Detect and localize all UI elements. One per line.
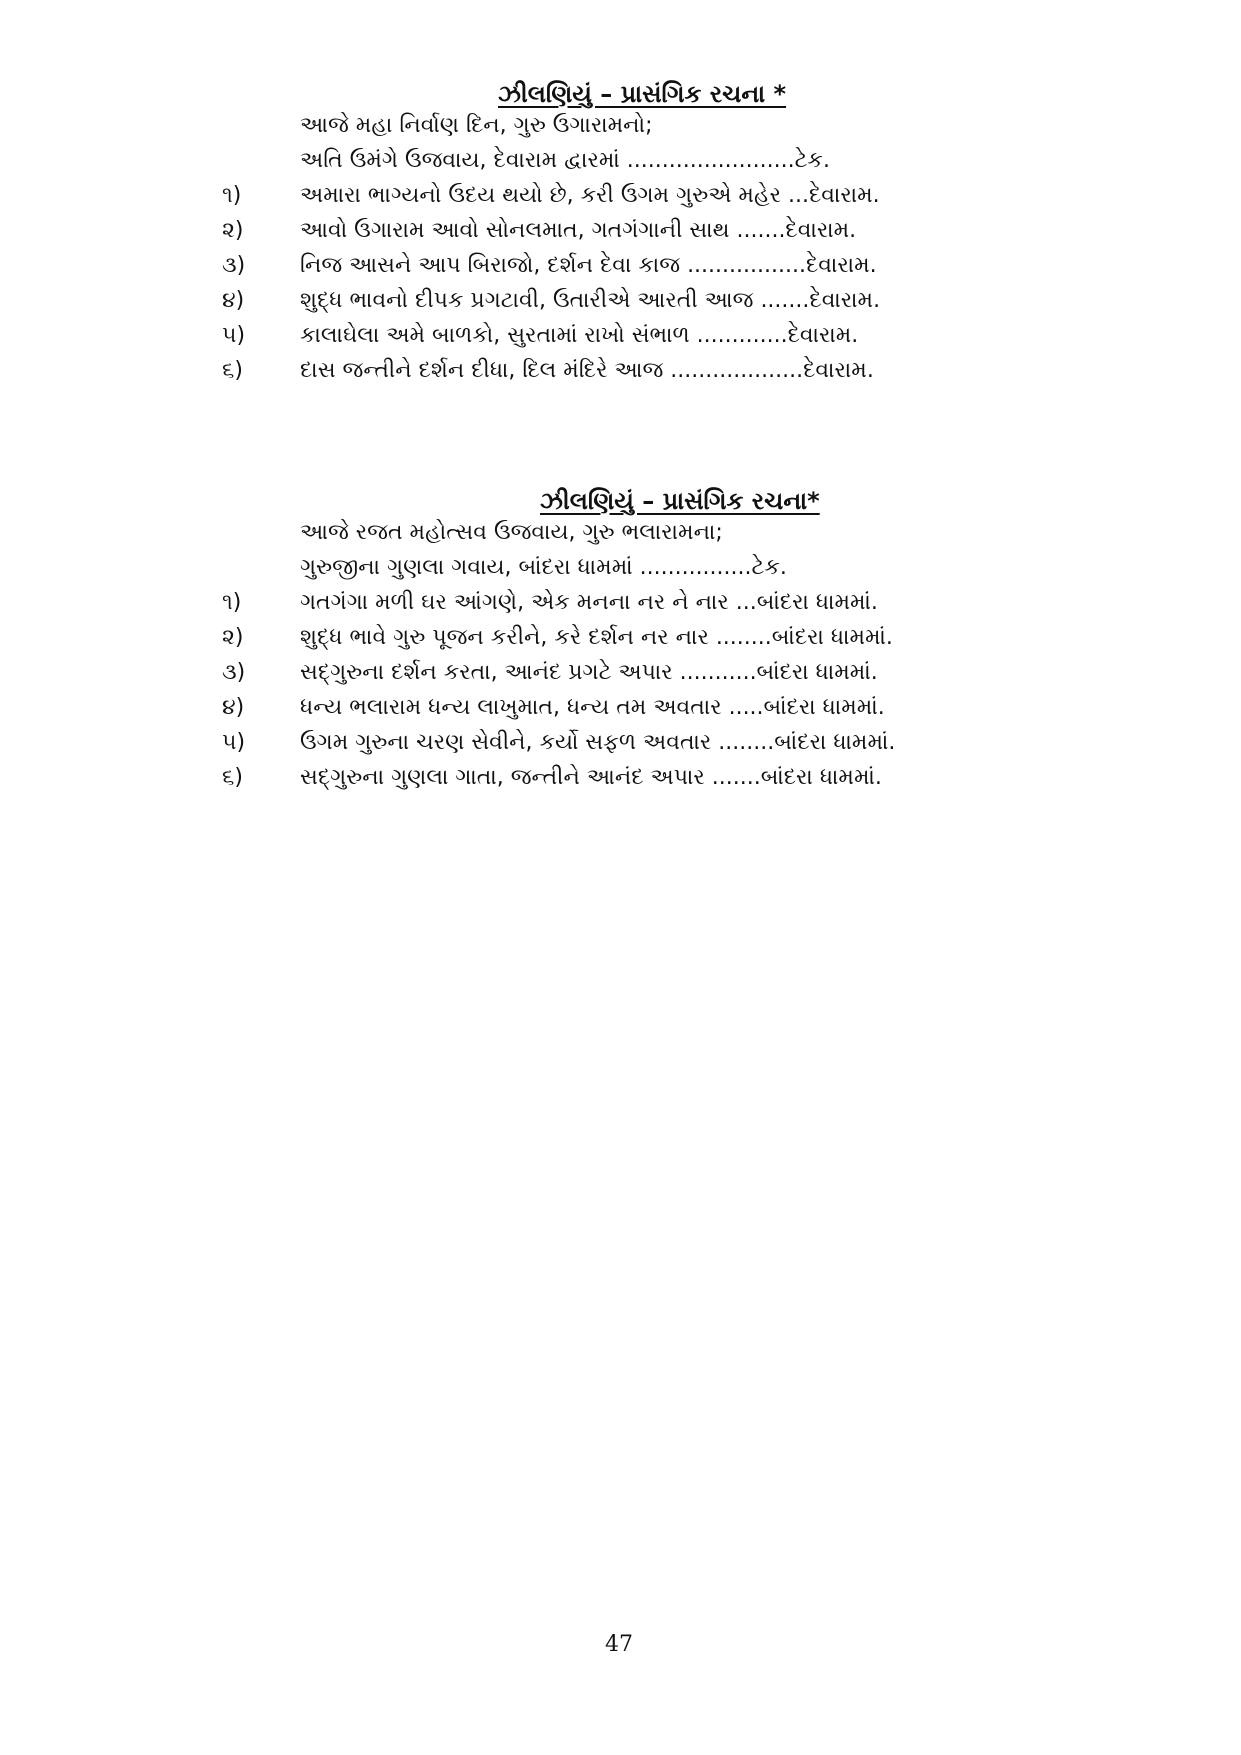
- section-1-refrain-line-2: અતિ ઉમંગે ઉજવાય, દેવારામ દ્વારમાં ........................ટેક.: [300, 148, 830, 173]
- section-1-verse-5-number: ૫): [222, 323, 246, 348]
- page-number: 47: [605, 1632, 633, 1657]
- section-1-verse-3-text: નિજ આસને આપ બિરાજો, દર્શન દેવા કાજ .................દેવારામ.: [300, 253, 877, 278]
- section-2-refrain-line-2: ગુરુજીના ગુણલા ગવાય, બાંદરા ધામમાં ................ટેક.: [300, 555, 787, 580]
- section-1-verse-4-number: ૪): [222, 288, 245, 313]
- section-2-refrain-line-1: આજે રજત મહોત્સવ ઉજવાય, ગુરુ ભલારામના;: [300, 520, 723, 545]
- section-1-verse-6-text: દાસ જન્તીને દર્શન દીધા, દિલ મંદિરે આજ ...................દેવારામ.: [300, 358, 874, 383]
- section-1-refrain-line-1: આજે મહા નિર્વાણ દિન, ગુરુ ઉગારામનો;: [300, 113, 653, 138]
- section-2-verse-1-number: ૧): [222, 590, 242, 615]
- section-1-verse-4-text: શુદ્ધ ભાવનો દીપક પ્રગટાવી, ઉતારીએ આરતી આજ .......દેવારામ.: [300, 288, 881, 313]
- section-2-verse-4-number: ૪): [222, 695, 245, 720]
- section-1-verse-3-number: ૩): [222, 253, 246, 278]
- section-2-verse-6-text: સદ્‌ગુરુના ગુણલા ગાતા, જન્તીને આનંદ અપાર .......બાંદરા ધામમાં.: [300, 765, 882, 790]
- section-1-title: ઝીલણિયું – પ્રાસંગિક રચના *: [498, 80, 787, 108]
- section-1-verse-5-text: કાલાઘેલા અમે બાળકો, સુરતામાં રાખો સંભાળ .............દેવારામ.: [300, 323, 859, 348]
- section-2-verse-3-text: સદ્‌ગુરુના દર્શન કરતા, આનંદ પ્રગટે અપાર ...........બાંદરા ધામમાં.: [300, 660, 878, 685]
- section-2-verse-4-text: ધન્ય ભલારામ ધન્ય લાખુમાત, ધન્ય તમ અવતાર .....બાંદરા ધામમાં.: [300, 695, 885, 720]
- section-2-verse-6-number: ૬): [222, 765, 243, 790]
- section-1-verse-2-number: ૨): [222, 218, 244, 243]
- section-2-verse-2-text: શુદ્ધ ભાવે ગુરુ પૂજન કરીને, કરે દર્શન નર નાર ........બાંદરા ધામમાં.: [300, 625, 893, 650]
- section-2-verse-5-number: ૫): [222, 730, 246, 755]
- section-2-verse-1-text: ગતગંગા મળી ઘર આંગણે, એક મનના નર ને નાર ...બાંદરા ધામમાં.: [300, 590, 878, 615]
- section-2-title: ઝીલણિયું – પ્રાસંગિક રચના*: [540, 487, 820, 515]
- section-2-verse-3-number: ૩): [222, 660, 246, 685]
- section-1-verse-2-text: આવો ઉગારામ આવો સોનલમાત, ગતગંગાની સાથ .......દેવારામ.: [300, 218, 857, 243]
- section-1-verse-1-text: અમારા ભાગ્યનો ઉદય થયો છે, કરી ઉગમ ગુરુએ મહેર ...દેવારામ.: [300, 183, 880, 208]
- section-2-verse-5-text: ઉગમ ગુરુના ચરણ સેવીને, કર્યો સફળ અવતાર ........બાંદરા ધામમાં.: [300, 730, 896, 755]
- section-1-verse-1-number: ૧): [222, 183, 242, 208]
- section-1-verse-6-number: ૬): [222, 358, 243, 383]
- section-2-verse-2-number: ૨): [222, 625, 244, 650]
